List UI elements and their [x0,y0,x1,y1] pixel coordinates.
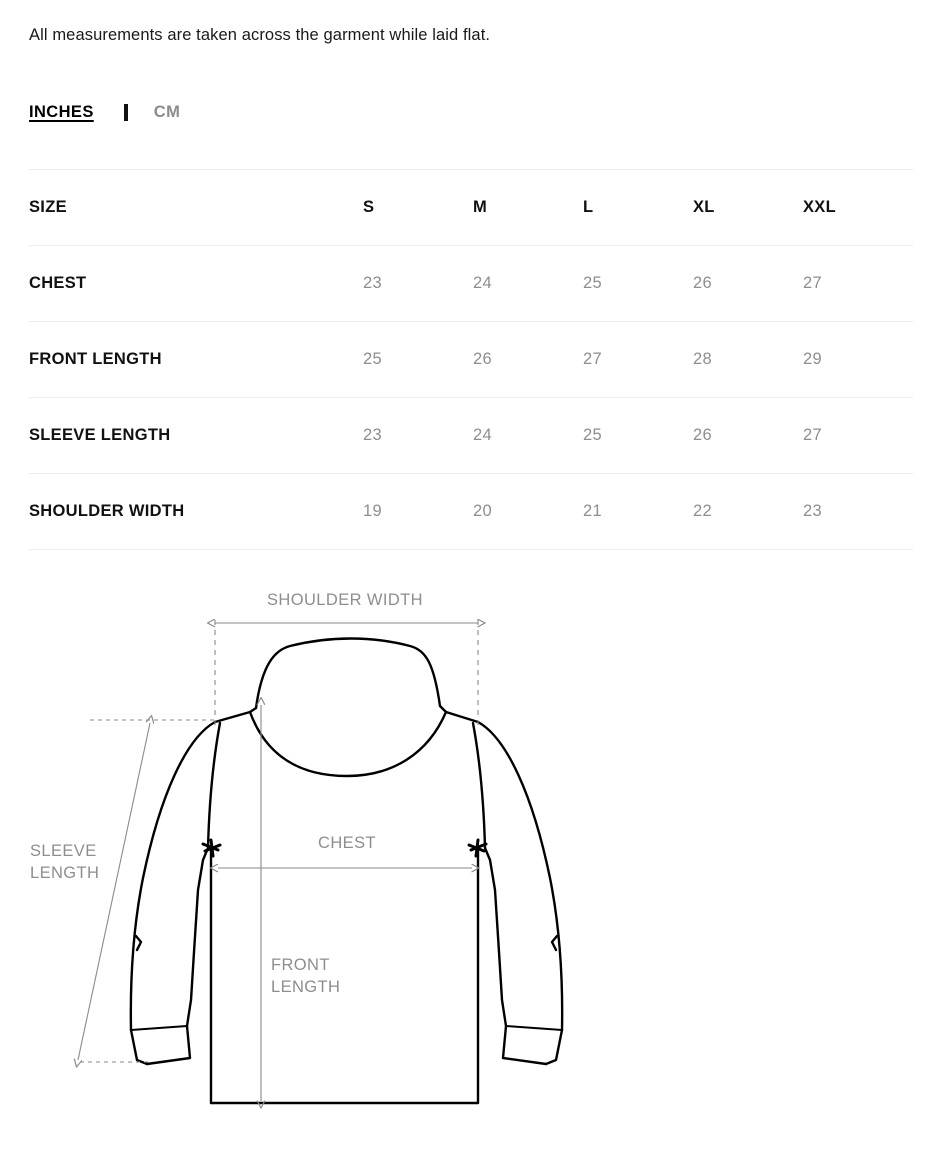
header-size-xxl: XXL [803,170,913,246]
header-size-label: SIZE [29,170,363,246]
cell-front-length-m: 26 [473,322,583,398]
size-chart-table [29,169,913,550]
table-row [29,398,913,474]
cell-shoulder-width-l: 21 [583,474,693,550]
cell-shoulder-width-xl: 22 [693,474,803,550]
header-size-xl: XL [693,170,803,246]
cell-chest-xxl: 27 [803,246,913,322]
sleeve-length-dim-label-line2: LENGTH [30,864,100,882]
front-length-dim-label-line2: LENGTH [271,978,341,996]
unit-toggle [29,99,180,125]
cell-chest-l: 25 [583,246,693,322]
garment-diagram [0,560,942,1168]
table-row [29,246,913,322]
table-row [29,322,913,398]
cell-sleeve-length-s: 23 [363,398,473,474]
row-label-shoulder-width: SHOULDER WIDTH [29,474,363,550]
unit-tab-cm[interactable]: CM [153,102,181,121]
front-length-dim-label-line1: FRONT [271,956,330,974]
shoulder-width-dim-label: SHOULDER WIDTH [267,591,423,609]
cell-front-length-xl: 28 [693,322,803,398]
unit-separator-bar [124,104,128,121]
cell-shoulder-width-s: 19 [363,474,473,550]
cell-sleeve-length-xxl: 27 [803,398,913,474]
sleeve-length-dim-label-line1: SLEEVE [30,842,97,860]
hoodie-outline-illustration [131,639,562,1104]
cell-chest-s: 23 [363,246,473,322]
row-label-chest: CHEST [29,246,363,322]
measurement-note: All measurements are taken across the garment while laid flat. [29,26,491,44]
unit-tab-inches[interactable]: INCHES [29,102,94,121]
cell-shoulder-width-xxl: 23 [803,474,913,550]
cell-sleeve-length-l: 25 [583,398,693,474]
chest-dim-label: CHEST [318,834,376,852]
cell-shoulder-width-m: 20 [473,474,583,550]
header-size-s: S [363,170,473,246]
cell-sleeve-length-m: 24 [473,398,583,474]
cell-chest-m: 24 [473,246,583,322]
header-size-m: M [473,170,583,246]
cell-front-length-xxl: 29 [803,322,913,398]
cell-front-length-l: 27 [583,322,693,398]
row-label-sleeve-length: SLEEVE LENGTH [29,398,363,474]
cell-sleeve-length-xl: 26 [693,398,803,474]
table-header-row [29,170,913,246]
row-label-front-length: FRONT LENGTH [29,322,363,398]
table-row [29,474,913,550]
sleeve-length-arrow [78,723,150,1060]
cell-chest-xl: 26 [693,246,803,322]
header-size-l: L [583,170,693,246]
cell-front-length-s: 25 [363,322,473,398]
